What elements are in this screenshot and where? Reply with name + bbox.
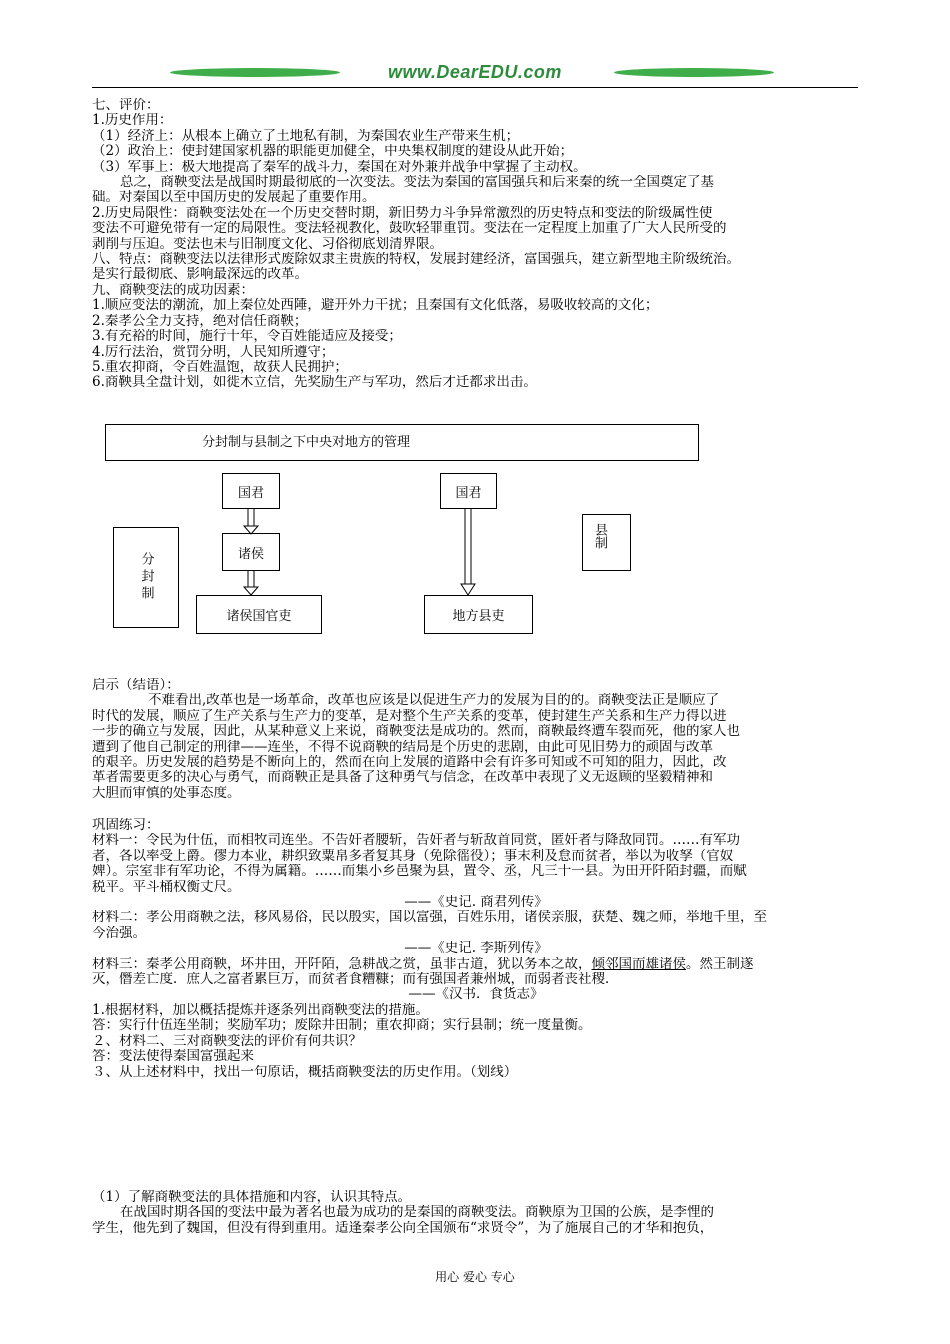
text-line: 启示（结语）： (92, 678, 180, 693)
text-line: 革者需要更多的决心与勇气，而商鞅正是具备了这种勇气与信念，在改革中表现了义无返顾的坚毅精神和 (92, 770, 713, 786)
bottom-section (92, 1190, 860, 1236)
text-line: 总之，商鞅变法是战国时期最彻底的一次变法。变法为秦国的富国强兵和后来秦的统一全国奠定了基 (120, 175, 714, 191)
underlined-quote: 倾邻国而雄诸侯 (591, 956, 686, 972)
diagram-title: 分封制与县制之下中央对地方的管理 (202, 435, 411, 450)
text-line: 灭，僭差亡度．庶人之富者累巨万，而贫者食糟糠；而有强国者兼州城，而弱者丧社稷． (92, 972, 619, 988)
text-line: 1.顺应变法的潮流，加上秦位处西陲，避开外力干扰；且秦国有文化低落，易吸收较高的文化； (92, 298, 659, 314)
text-span: 材料三：秦孝公用商鞅，坏井田，开阡陌，急耕战之赏，虽非古道，犹以务本之故， (92, 956, 592, 972)
source-citation: ——《史记. 商君列传》 (404, 895, 548, 911)
practice-section (92, 818, 860, 1080)
text-line: 2.历史局限性：商鞅变法处在一个历史交替时期，新旧势力斗争异常激烈的历史特点和变法的阶级属性使 (92, 205, 713, 221)
text-line: 一步的确立与发展，因此，从某种意义上来说，商鞅变法是成功的。然而，商鞅最终遭车裂而死，他的家人也 (92, 724, 740, 740)
text-line: 4.厉行法治，赏罚分明，人民知所遵守； (92, 344, 335, 360)
text-line: （3）军事上：极大地提高了秦军的战斗力，秦国在对外兼并战争中掌握了主动权。 (92, 159, 587, 175)
question-2: ２、材料二、三对商鞅变法的评价有何共识？ (92, 1033, 362, 1049)
text-line: 5.重农抑商，令百姓温饱，故获人民拥护； (92, 359, 348, 375)
page-footer: 用心 爱心 专心 (435, 1270, 515, 1284)
site-logo: www.DearEDU.com (388, 62, 562, 82)
text-line: 不难看出,改革也是一场革命，改革也应该是以促进生产力的发展为目的的。商鞅变法正是顺应了 (148, 693, 720, 709)
answer-2: 答：变法使得秦国富强起来 (92, 1049, 254, 1065)
county-official-label: 地方县吏 (452, 609, 505, 624)
revelation-section (92, 678, 860, 801)
text-line: 6.商鞅具全盘计划，如徙木立信，先奖励生产与军功，然后才迁都求出击。 (92, 375, 537, 391)
text-line: 1.历史作用： (92, 113, 173, 129)
source-citation: ——《汉书．食货志》 (408, 987, 544, 1003)
question-1: 1.根据材料，加以概括提炼并逐条列出商鞅变法的措施。 (92, 1002, 429, 1018)
vassal-label: 诸侯 (237, 546, 264, 562)
text-line: 遭到了他自己制定的刑律——连坐，不得不说商鞅的结局是个历史的悲剧，由此可见旧势力的顽固与改革 (92, 739, 713, 755)
text-line: 九、商鞅变法的成功因素： (92, 282, 254, 298)
text-line: 剥削与压迫。变法也未与旧制度文化、习俗彻底划清界限。 (92, 236, 443, 252)
text-line: 变法不可避免带有一定的局限性。变法轻视教化，鼓吹轻罪重罚。变法在一定程度上加重了广大人民所受的 (92, 221, 727, 237)
text-line: 大胆而审慎的处事态度。 (92, 785, 241, 801)
right-monarch-label: 国君 (455, 485, 482, 501)
text-line: 八、特点：商鞅变法以法律形式废除奴隶主贵族的特权，发展封建经济，富国强兵，建立新型地主阶级统治。 (92, 252, 740, 268)
text-line: （1）了解商鞅变法的具体措施和内容，认识其特点。 (92, 1190, 412, 1205)
text-line: 税平。平斗桶权衡丈尺。 (92, 879, 241, 895)
question-3: ３、从上述材料中，找出一句原话，概括商鞅变法的历史作用。（划线） (92, 1064, 518, 1080)
arrow-monarch-to-vassal (244, 509, 258, 534)
material-three-line (92, 957, 860, 972)
text-line: 的艰辛。历史发展的趋势是不断向上的，然而在向上发展的道路中会有许多可知或不可知的阻力，因此，改 (92, 755, 727, 771)
arrow-monarch-to-county (461, 509, 475, 595)
left-monarch-label: 国君 (237, 485, 264, 501)
text-line: 材料二：孝公用商鞅之法，移风易俗，民以殷实，国以富强，百姓乐用，诸侯亲服，获楚、魏之师，举地千里，至 (92, 910, 767, 926)
answer-1: 答：实行什伍连坐制；奖励军功；废除井田制；重农抑商；实行县制；统一度量衡。 (92, 1018, 592, 1034)
text-line: 材料一：令民为什伍，而相牧司连坐。不告奸者腰斩，告奸者与斩敌首同赏，匿奸者与降敌同罚。……有军功 (92, 833, 740, 849)
text-line: （2）政治上：使封建国家机器的职能更加健全，中央集权制度的建设从此开始； (92, 144, 574, 160)
text-span: 。然王制遂 (686, 956, 754, 972)
text-line: 今治强。 (92, 925, 146, 941)
text-line: 婢）。宗室非有军功论，不得为属籍。……而集小乡邑聚为县，置令、丞，凡三十一县。为田开阡陌封疆，而赋 (92, 864, 747, 880)
text-line: 是实行最彻底、影响最深远的改革。 (92, 267, 308, 283)
fenfeng-label: 分封制 (138, 552, 154, 603)
practice-heading: 巩固练习： (92, 818, 160, 833)
text-line: 者，各以率受上爵。僇力本业，耕织致粟帛多者复其身（免除徭役）；事末利及怠而贫者，举以为收孥（官奴 (92, 848, 734, 864)
xianzhi-label: 县制 (592, 523, 607, 549)
source-citation: ——《史记. 李斯列传》 (404, 941, 548, 957)
text-line: 学生，他先到了魏国，但没有得到重用。适逢秦孝公向全国颁布“求贤令”，为了施展自己的才华和抱负， (92, 1220, 714, 1236)
text-line: 3.有充裕的时间，施行十年，令百姓能适应及接受； (92, 329, 402, 345)
text-line: 在战国时期各国的变法中最为著名也最为成功的是秦国的商鞅变法。商鞅原为卫国的公族，是李悝的 (120, 1205, 714, 1221)
text-line: 七、评价： (92, 98, 160, 113)
text-line: 2.秦孝公全力支持，绝对信任商鞅； (92, 313, 308, 329)
text-line: 时代的发展，顺应了生产关系与生产力的变革，是对整个生产关系的变革，使封建生产关系和生产力得以进 (92, 708, 727, 724)
vassal-official-label: 诸侯国官吏 (226, 609, 292, 624)
text-line: 础。对秦国以至中国历史的发展起了重要作用。 (92, 190, 376, 206)
arrow-vassal-to-official (244, 571, 258, 595)
text-line: （1）经济上：从根本上确立了土地私有制，为秦国农业生产带来生机； (92, 128, 520, 144)
